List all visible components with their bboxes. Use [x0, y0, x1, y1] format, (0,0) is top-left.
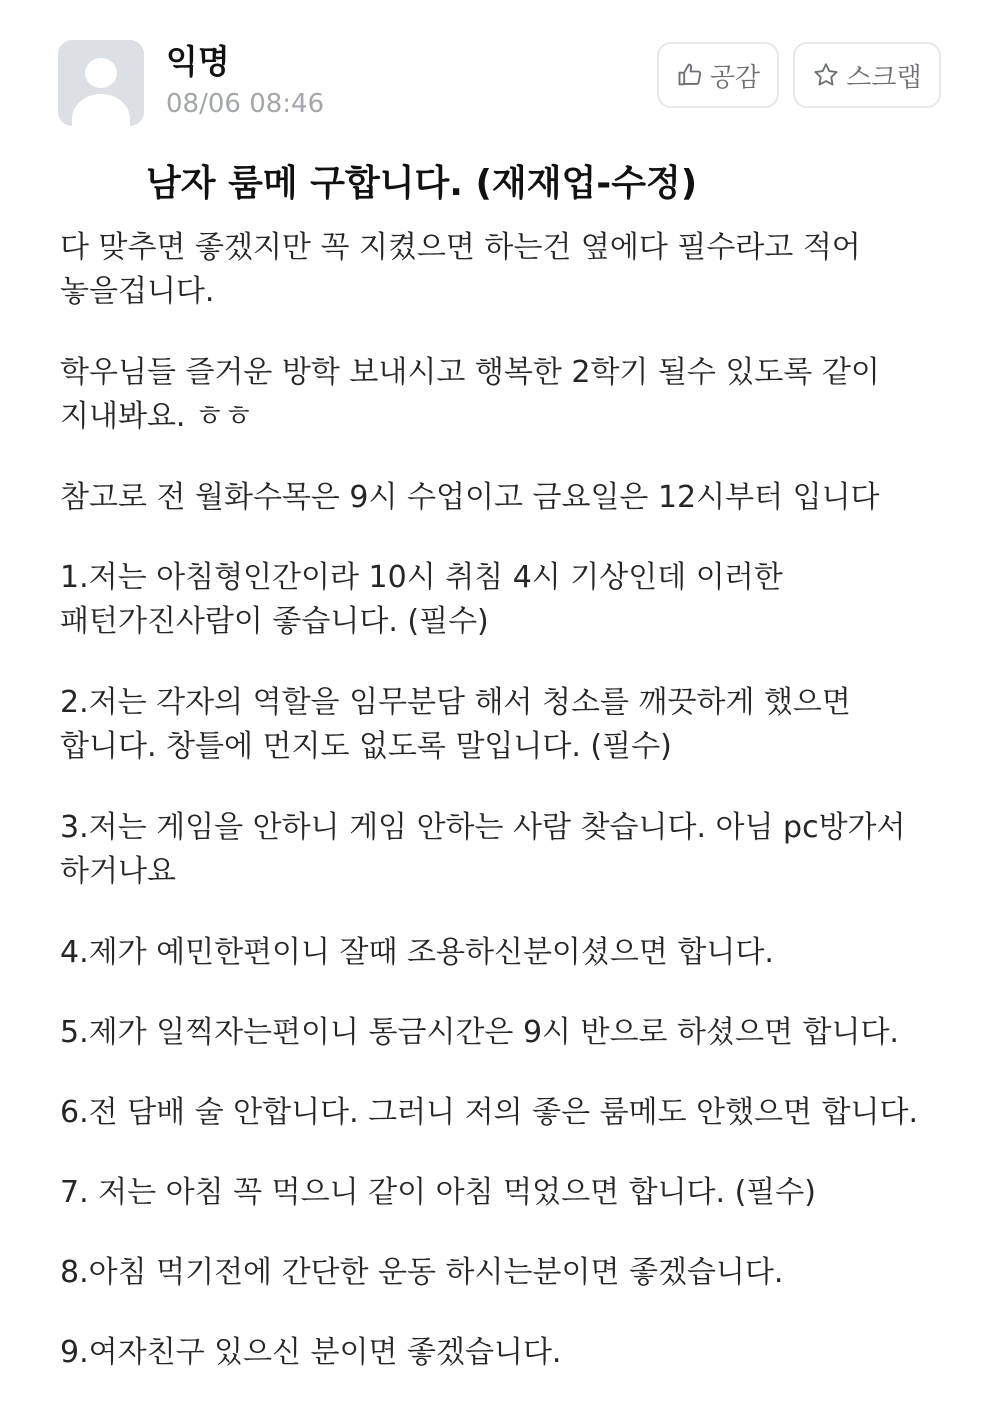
post-title: 남자 룸메 구합니다. (재재업-수정) [146, 163, 698, 204]
like-label: 공감 [709, 62, 761, 93]
post-paragraph: 4.제가 예민한편이니 잘때 조용하신분이셨으면 합니다. [60, 935, 774, 970]
post-timestamp: 08/06 08:46 [166, 89, 325, 119]
post-paragraph: 6.전 담배 술 안합니다. 그러니 저의 좋은 룸메도 안했으면 합니다. [60, 1095, 919, 1130]
scrap-button[interactable] [793, 42, 941, 108]
default-avatar-icon [58, 40, 144, 126]
post-paragraph: 3.저는 게임을 안하니 게임 안하는 사람 찾습니다. 아님 pc방가서 하거나요 [60, 810, 906, 889]
post-paragraph: 5.제가 일찍자는편이니 통금시간은 9시 반으로 하셨으면 합니다. [60, 1015, 899, 1050]
post-paragraph: 다 맞추면 좋겠지만 꼭 지켰으면 하는건 옆에다 필수라고 적어 놓을겁니다. [60, 230, 861, 309]
avatar-body [72, 94, 130, 126]
thumbs-up-icon [676, 61, 704, 89]
post-paragraph: 8.아침 먹기전에 간단한 운동 하시는분이면 좋겠습니다. [60, 1255, 784, 1290]
author-name: 익명 [166, 42, 230, 81]
star-icon [812, 61, 840, 89]
post-paragraph: 7. 저는 아침 꼭 먹으니 같이 아침 먹었으면 합니다. (필수) [60, 1175, 816, 1210]
post-header [0, 0, 1000, 140]
post-paragraph: 학우님들 즐거운 방학 보내시고 행복한 2학기 될수 있도록 같이 지내봐요. ㅎㅎ [60, 355, 880, 434]
post-paragraph: 1.저는 아침형인간이라 10시 취침 4시 기상인데 이러한 패턴가진사람이 좋습니다. (필수) [60, 560, 783, 639]
like-button[interactable] [657, 42, 779, 108]
avatar-head [85, 58, 117, 88]
post-paragraph: 9.여자친구 있으신 분이면 좋겠습니다. [60, 1335, 562, 1370]
post-content [60, 226, 945, 1411]
scrap-label: 스크랩 [846, 62, 922, 93]
post-paragraph: 참고로 전 월화수목은 9시 수업이고 금요일은 12시부터 입니다 [60, 480, 880, 515]
post-paragraph: 2.저는 각자의 역할을 임무분담 해서 청소를 깨끗하게 했으면 합니다. 창틀에 먼지도 없도록 말입니다. (필수) [60, 685, 851, 764]
